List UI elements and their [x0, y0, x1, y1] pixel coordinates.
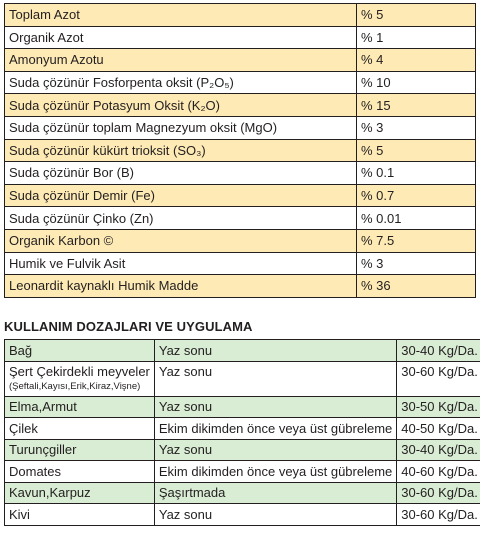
composition-row	[5, 94, 476, 117]
nutrient-name: Leonardit kaynaklı Humik Madde	[5, 275, 357, 298]
dosage-table	[4, 339, 480, 526]
composition-row	[5, 162, 476, 185]
application-timing: Şaşırtmada	[154, 482, 396, 504]
composition-row	[5, 229, 476, 252]
dosage-row	[5, 439, 480, 461]
composition-row	[5, 184, 476, 207]
crop-name: Kivi	[9, 506, 30, 522]
nutrient-value: % 5	[357, 4, 476, 27]
nutrient-value: % 15	[357, 94, 476, 117]
crop-cell	[5, 504, 155, 526]
crop-cell	[5, 361, 155, 396]
crop-cell	[5, 396, 155, 418]
application-rate: 40-60 Kg/Da.	[397, 461, 480, 483]
composition-row	[5, 116, 476, 139]
dosage-row	[5, 482, 480, 504]
composition-body	[5, 4, 476, 298]
composition-row	[5, 4, 476, 27]
nutrient-name: Organik Karbon ©	[5, 229, 357, 252]
application-rate: 30-60 Kg/Da.	[397, 482, 480, 504]
nutrient-name: Suda çözünür Potasyum Oksit (K₂O)	[5, 94, 357, 117]
crop-name: Turunçgiller	[9, 442, 77, 458]
application-timing: Ekim dikimden önce veya üst gübreleme	[154, 418, 396, 440]
nutrient-name: Organik Azot	[5, 26, 357, 49]
nutrient-name: Suda çözünür Fosforpenta oksit (P₂O₅)	[5, 71, 357, 94]
dosage-row	[5, 461, 480, 483]
composition-row	[5, 49, 476, 72]
nutrient-value: % 1	[357, 26, 476, 49]
nutrient-value: % 5	[357, 139, 476, 162]
nutrient-name: Suda çözünür Bor (B)	[5, 162, 357, 185]
application-rate: 30-40 Kg/Da.	[397, 439, 480, 461]
dosage-heading: KULLANIM DOZAJLARI VE UYGULAMA	[4, 319, 253, 334]
nutrient-name: Toplam Azot	[5, 4, 357, 27]
crop-cell	[5, 418, 155, 440]
crop-cell	[5, 482, 155, 504]
application-rate: 30-60 Kg/Da.	[397, 504, 480, 526]
application-timing: Yaz sonu	[154, 361, 396, 396]
nutrient-name: Suda çözünür Demir (Fe)	[5, 184, 357, 207]
nutrient-value: % 3	[357, 116, 476, 139]
crop-examples: (Şeftali,Kayısı,Erik,Kiraz,Vişne)	[9, 380, 141, 392]
composition-row	[5, 71, 476, 94]
crop-cell	[5, 340, 155, 362]
crop-name: Kavun,Karpuz	[9, 485, 91, 501]
crop-name: Çilek	[9, 420, 38, 436]
application-timing: Yaz sonu	[154, 439, 396, 461]
composition-row	[5, 207, 476, 230]
application-rate: 40-50 Kg/Da.	[397, 418, 480, 440]
dosage-row	[5, 340, 480, 362]
composition-table	[4, 3, 476, 298]
dosage-row	[5, 418, 480, 440]
composition-row	[5, 26, 476, 49]
nutrient-value: % 0.1	[357, 162, 476, 185]
crop-cell	[5, 461, 155, 483]
crop-name: Şert Çekirdekli meyveler	[9, 363, 150, 379]
composition-row	[5, 139, 476, 162]
application-rate: 30-40 Kg/Da.	[397, 340, 480, 362]
application-timing: Yaz sonu	[154, 504, 396, 526]
nutrient-name: Suda çözünür toplam Magnezyum oksit (MgO)	[5, 116, 357, 139]
composition-row	[5, 275, 476, 298]
nutrient-value: % 10	[357, 71, 476, 94]
crop-name: Domates	[9, 463, 62, 479]
nutrient-name: Amonyum Azotu	[5, 49, 357, 72]
nutrient-value: % 36	[357, 275, 476, 298]
nutrient-value: % 0.01	[357, 207, 476, 230]
dosage-body	[5, 340, 480, 526]
composition-row	[5, 252, 476, 275]
dosage-row	[5, 361, 480, 396]
dosage-row	[5, 504, 480, 526]
application-rate: 30-60 Kg/Da.	[397, 361, 480, 396]
crop-cell	[5, 439, 155, 461]
crop-name: Elma,Armut	[9, 399, 77, 415]
nutrient-name: Suda çözünür kükürt trioksit (SO₃)	[5, 139, 357, 162]
nutrient-name: Suda çözünür Çinko (Zn)	[5, 207, 357, 230]
application-timing: Yaz sonu	[154, 340, 396, 362]
application-rate: 30-50 Kg/Da.	[397, 396, 480, 418]
crop-name: Bağ	[9, 342, 33, 358]
nutrient-value: % 0.7	[357, 184, 476, 207]
nutrient-value: % 7.5	[357, 229, 476, 252]
application-timing: Ekim dikimden önce veya üst gübreleme	[154, 461, 396, 483]
nutrient-value: % 3	[357, 252, 476, 275]
nutrient-name: Humik ve Fulvik Asit	[5, 252, 357, 275]
nutrient-value: % 4	[357, 49, 476, 72]
application-timing: Yaz sonu	[154, 396, 396, 418]
dosage-row	[5, 396, 480, 418]
